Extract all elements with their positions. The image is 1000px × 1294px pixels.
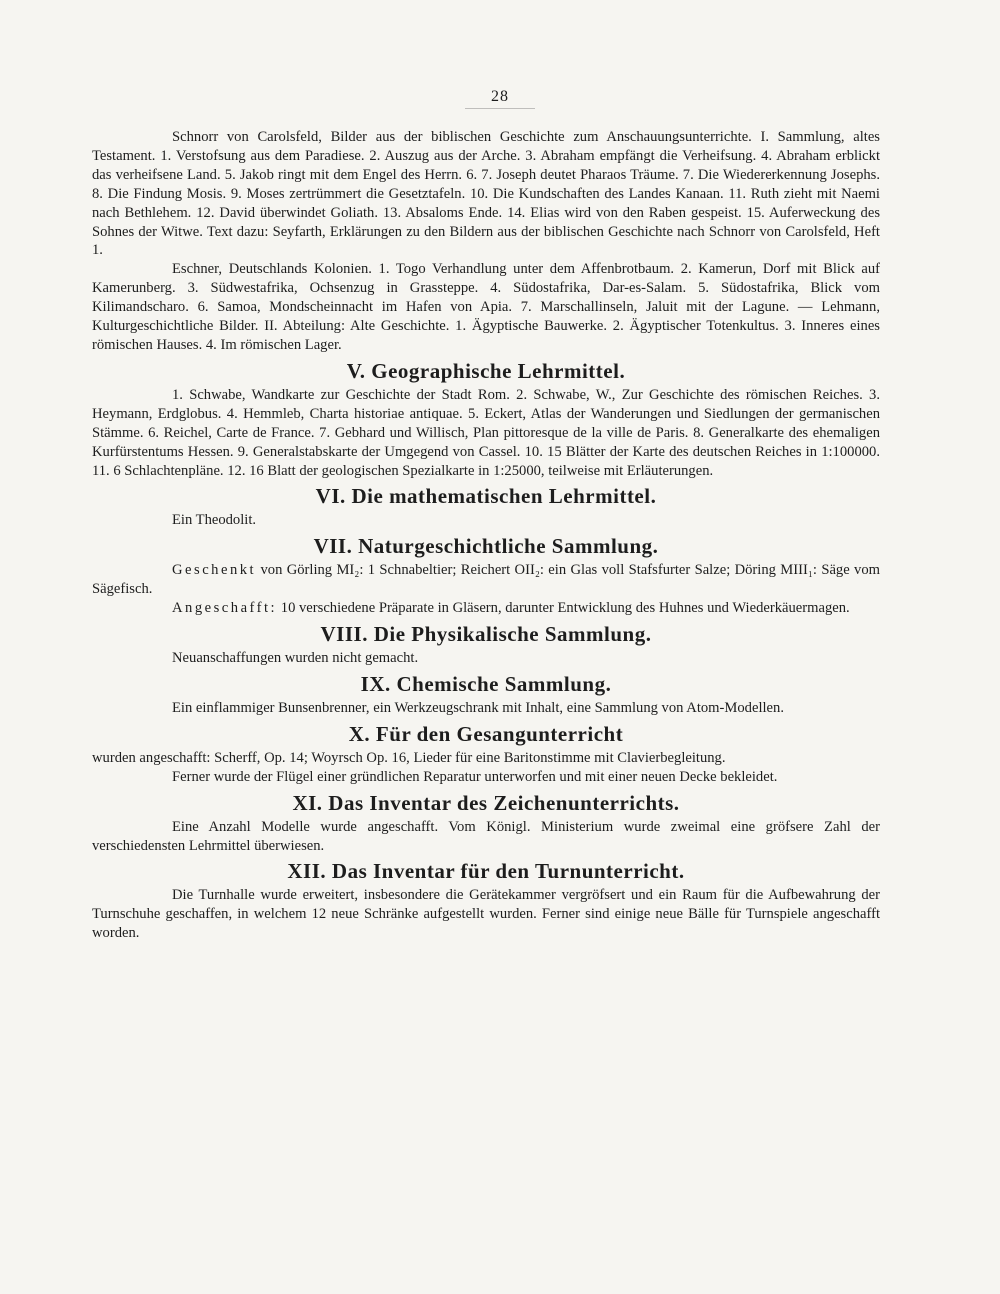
- heading-turnunterricht: XII. Das Inventar für den Turnunterricht.: [287, 859, 685, 884]
- heading-zeichenunterricht: XI. Das Inventar des Zeichenunterrichts.: [292, 790, 680, 815]
- paragraph-chemie: Ein einflammiger Bunsenbrenner, ein Werkzeugschrank mit Inhalt, eine Sammlung von Atom-Modellen.: [172, 699, 784, 716]
- text-angeschafft: 10 verschiedene Präparate in Gläsern, darunter Entwicklung des Huhnes und Wiederkäuermagen.: [280, 600, 850, 617]
- heading-gesangunterricht: X. Für den Gesangunterricht: [348, 721, 624, 746]
- paragraph-turnen: Die Turnhalle wurde erweitert, insbesondere die Gerätekammer vergröfsert und ein Raum für die Aufbewahrung der Turnschuhe geschaffen, in welchem 12 neue Schränke aufgestellt wurden. Ferner sind einige neue Bälle für Turnspiele angeschafft worden.: [92, 887, 880, 942]
- label-geschenkt: Geschenkt: [172, 562, 257, 579]
- heading-physikalische-sammlung: VIII. Die Physikalische Sammlung.: [320, 622, 652, 647]
- page-number: 28: [491, 88, 509, 105]
- paragraph-angeschafft: [92, 599, 880, 618]
- label-angeschafft: Angeschafft:: [172, 600, 278, 617]
- paragraph-physik: Neuanschaffungen wurden nicht gemacht.: [172, 650, 419, 667]
- body-text: [92, 128, 880, 943]
- heading-mathematische-lehrmittel: VI. Die mathematischen Lehrmittel.: [315, 484, 657, 509]
- paragraph-gesang-2: Ferner wurde der Flügel einer gründlichen Reparatur unterworfen und mit einer neuen Decke bekleidet.: [172, 768, 778, 785]
- paragraph-zeichnen: Eine Anzahl Modelle wurde angeschafft. Vom Königl. Ministerium wurde zweimal eine gröfsere Zahl der verschiedensten Lehrmittel überwiesen.: [92, 818, 880, 854]
- paragraph-geschenkt: [92, 561, 880, 599]
- heading-chemische-sammlung: IX. Chemische Sammlung.: [360, 671, 612, 696]
- paragraph-mathematik: Ein Theodolit.: [172, 512, 257, 529]
- paragraph-gesang-1: wurden angeschafft: Scherff, Op. 14; Woyrsch Op. 16, Lieder für eine Baritonstimme mit Clavierbegleitung.: [92, 749, 726, 766]
- text-geschenkt: von Görling MI₂: 1 Schnabeltier; Reichert OII₂: ein Glas voll Stafsfurter Salze; Döring MIII₁: Säge vom Sägefisch.: [92, 562, 880, 598]
- heading-geographische-lehrmittel: V. Geographische Lehrmittel.: [346, 358, 626, 383]
- header-rule: [465, 108, 535, 109]
- paragraph-schnorr: Schnorr von Carolsfeld, Bilder aus der biblischen Geschichte zum Anschauungsunterrichte. I. Sammlung, altes Testament. 1. Verstofsung aus dem Paradiese. 2. Auszug aus der Arche. 3. Abraham empfängt die Verheifsung. 4. Abraham erblickt das verheifsene Land. 5. Jakob ringt mit dem Engel des Herrn. 6. 7. Joseph deutet Pharaos Träume. 7. Die Wiedererkennung Josephs. 8. Die Findung Mosis. 9. Moses zertrümmert die Gesetztafeln. 10. Die Kundschaften des Landes Kanaan. 11. Ruth zieht mit Naemi nach Bethlehem. 12. David überwindet Goliath. 13. Absaloms Ende. 14. Elias wird von den Raben gespeist. 15. Auferweckung des Sohnes der Witwe. Text dazu: Seyfarth, Erklärungen zu den Bildern aus der biblischen Geschichte nach Schnorr von Carolsfeld, Heft 1.: [92, 129, 880, 259]
- paragraph-geographie: 1. Schwabe, Wandkarte zur Geschichte der Stadt Rom. 2. Schwabe, W., Zur Geschichte des römischen Reiches. 3. Heymann, Erdglobus. 4. Hemmleb, Charta historiae antiquae. 5. Eckert, Atlas der Wanderungen und Siedlungen der germanischen Stämme. 6. Reichel, Carte de France. 7. Gebhard und Willisch, Plan pittoresque de la ville de Paris. 8. Generalkarte des ehemaligen Kurfürstentums Hessen. 9. Generalstabskarte der Umgegend von Cassel. 10. 15 Blätter der Karte des deutschen Reiches in 1:100000. 11. 6 Schlachtenpläne. 12. 16 Blatt der geologischen Spezialkarte in 1:25000, teilweise mit Erläuterungen.: [92, 386, 880, 479]
- heading-naturgeschichtliche-sammlung: VII. Naturgeschichtliche Sammlung.: [313, 534, 659, 559]
- paragraph-eschner: Eschner, Deutschlands Kolonien. 1. Togo Verhandlung unter dem Affenbrotbaum. 2. Kamerun, Dorf mit Blick auf Kamerunberg. 3. Südwestafrika, Ochsenzug in Grassteppe. 4. Südostafrika, Dar-es-Salam. 5. Südostafrika, Blick vom Kilimandscharo. 6. Samoa, Mondscheinnacht im Hafen von Apia. 7. Marschallinseln, Jaluit mit der Lagune. — Lehmann, Kulturgeschichtliche Bilder. II. Abteilung: Alte Geschichte. 1. Ägyptische Bauwerke. 2. Ägyptischer Totenkultus. 3. Inneres eines römischen Hauses. 4. Im römischen Lager.: [92, 261, 880, 353]
